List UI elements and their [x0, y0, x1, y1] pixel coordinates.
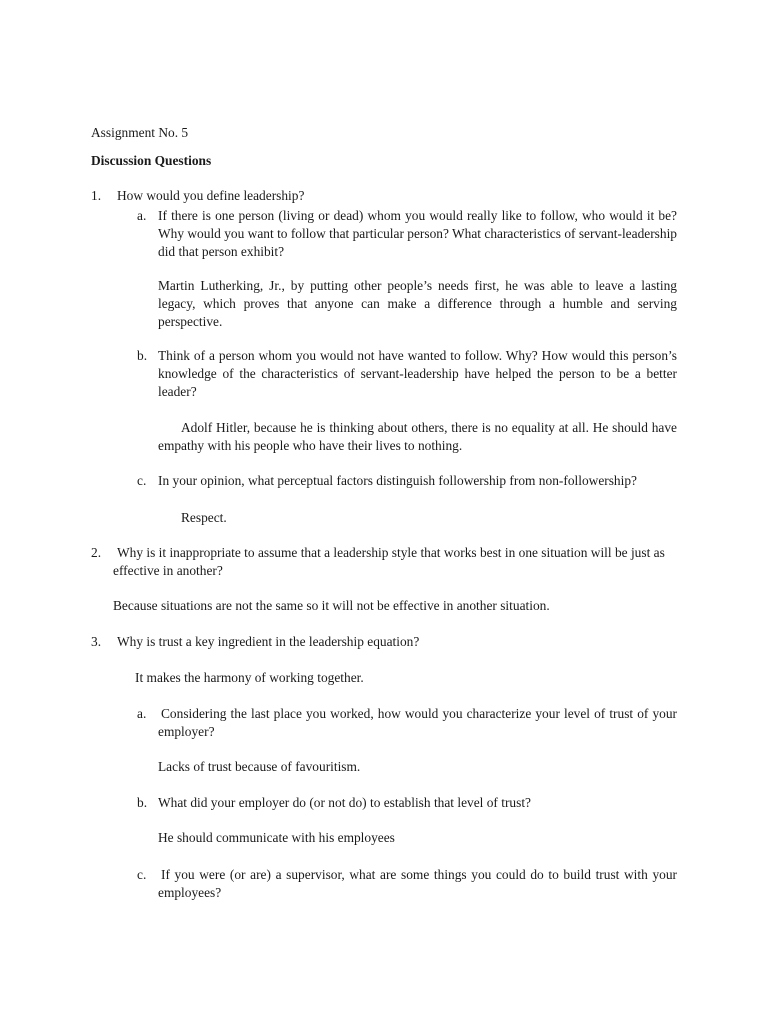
q1a-question: If there is one person (living or dead) whom you would really like to follow, who would it be? Why would you want to follow that particular person? What characteristics of servant-leadership did that person exhibit?	[158, 208, 677, 259]
q3-answer: It makes the harmony of working together.	[135, 670, 364, 685]
q1a-answer: Martin Lutherking, Jr., by putting other people’s needs first, he was able to leave a lasting legacy, which proves that anyone can make a difference through a humble and serving perspective.	[158, 278, 677, 329]
q3b-question: What did your employer do (or not do) to establish that level of trust?	[158, 795, 531, 810]
q1b-question: Think of a person whom you would not have wanted to follow. Why? How would this person’s knowledge of the characteristics of servant-leadership have helped the person to be a better leader?	[158, 348, 677, 399]
q3b-answer: He should communicate with his employees	[158, 830, 395, 845]
q1b-answer: Adolf Hitler, because he is thinking about others, there is no equality at all. He should have empathy with his people who have their lives to nothing.	[158, 420, 677, 453]
q1a-letter: a.	[137, 208, 147, 223]
q1-question: How would you define leadership?	[117, 188, 305, 203]
q3c-question: If you were (or are) a supervisor, what are some things you could do to build trust with your employees?	[158, 867, 677, 900]
q3a-question: Considering the last place you worked, how would you characterize your level of trust of your employer?	[158, 706, 677, 739]
q2-answer: Because situations are not the same so it will not be effective in another situation.	[113, 598, 550, 613]
q1c-answer: Respect.	[181, 510, 227, 525]
q3a-letter: a.	[137, 706, 147, 721]
q2-question: Why is it inappropriate to assume that a leadership style that works best in one situation will be just as effective in another?	[113, 545, 665, 578]
q3-question: Why is trust a key ingredient in the leadership equation?	[117, 634, 420, 649]
q1c-question: In your opinion, what perceptual factors distinguish followership from non-followership?	[158, 473, 637, 488]
q3b-letter: b.	[137, 795, 148, 810]
q3a-answer: Lacks of trust because of favouritism.	[158, 759, 361, 774]
q2-number: 2.	[91, 545, 102, 560]
q1c-letter: c.	[137, 473, 147, 488]
q3c-letter: c.	[137, 867, 147, 882]
q1b-letter: b.	[137, 348, 148, 363]
page-title: Discussion Questions	[91, 153, 212, 168]
q1-number: 1.	[91, 188, 102, 203]
q3-number: 3.	[91, 634, 102, 649]
assignment-heading: Assignment No. 5	[91, 125, 189, 140]
